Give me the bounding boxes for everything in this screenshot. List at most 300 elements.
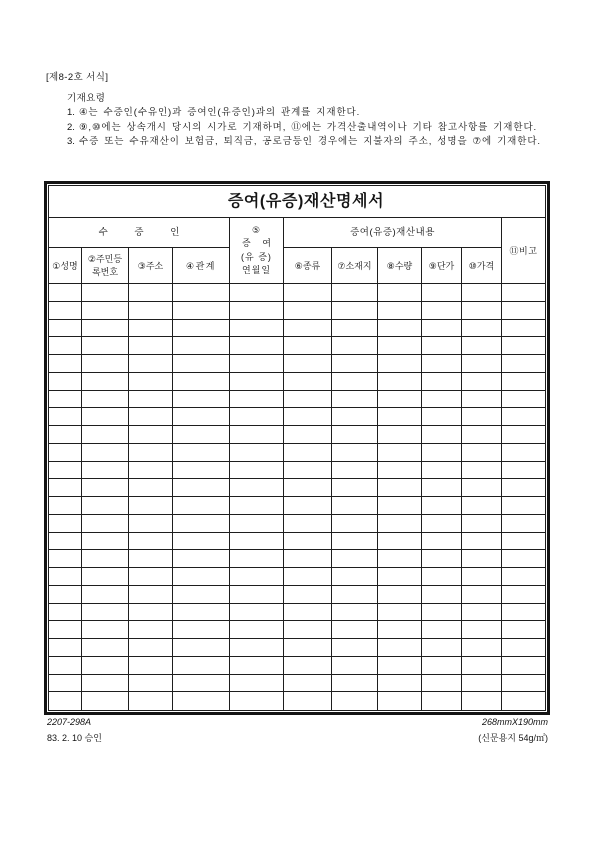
resident-number-cell: [82, 550, 129, 568]
resident-number-cell: [82, 337, 129, 355]
quantity-cell: [378, 515, 422, 533]
name-cell: [49, 391, 82, 409]
relation-cell: [173, 621, 230, 639]
remarks-cell: [502, 604, 545, 622]
unit-price-header-label: ⑨단가: [428, 260, 455, 271]
form-code: 2207-298A: [47, 717, 92, 727]
name-cell: [49, 692, 82, 710]
resident-number-header: [82, 248, 129, 284]
name-cell: [49, 604, 82, 622]
resident-number-cell: [82, 675, 129, 693]
relation-cell: [173, 302, 230, 320]
resident-number-header-label: ②주민등록번호: [87, 253, 123, 277]
unit-price-cell: [422, 604, 462, 622]
gift-date-cell: [230, 639, 284, 657]
gift-date-cell: [230, 657, 284, 675]
relation-cell: [173, 391, 230, 409]
quantity-cell: [378, 373, 422, 391]
name-header: [49, 248, 82, 284]
address-cell: [129, 692, 173, 710]
quantity-cell: [378, 426, 422, 444]
name-cell: [49, 337, 82, 355]
gift-date-cell: [230, 675, 284, 693]
price-cell: [462, 479, 502, 497]
address-cell: [129, 515, 173, 533]
name-cell: [49, 550, 82, 568]
quantity-cell: [378, 302, 422, 320]
instruction-number: 2.: [67, 121, 75, 133]
kind-cell: [284, 444, 332, 462]
resident-number-cell: [82, 568, 129, 586]
remarks-cell: [502, 302, 545, 320]
relation-cell: [173, 639, 230, 657]
price-cell: [462, 302, 502, 320]
price-cell: [462, 284, 502, 302]
name-cell: [49, 426, 82, 444]
kind-cell: [284, 657, 332, 675]
address-cell: [129, 497, 173, 515]
resident-number-cell: [82, 355, 129, 373]
gift-date-label-2: (유 증): [241, 251, 272, 262]
address-cell: [129, 462, 173, 480]
location-cell: [332, 462, 378, 480]
resident-number-cell: [82, 604, 129, 622]
location-cell: [332, 621, 378, 639]
remarks-cell: [502, 373, 545, 391]
remarks-cell: [502, 586, 545, 604]
unit-price-cell: [422, 444, 462, 462]
table-title-text: 증여(유증)재산명세서: [227, 192, 385, 210]
name-cell: [49, 657, 82, 675]
quantity-cell: [378, 337, 422, 355]
address-cell: [129, 586, 173, 604]
kind-cell: [284, 284, 332, 302]
quantity-cell: [378, 550, 422, 568]
relation-cell: [173, 426, 230, 444]
kind-cell: [284, 462, 332, 480]
name-cell: [49, 497, 82, 515]
price-cell: [462, 568, 502, 586]
relation-cell: [173, 479, 230, 497]
resident-number-cell: [82, 479, 129, 497]
quantity-cell: [378, 568, 422, 586]
address-cell: [129, 320, 173, 338]
gift-date-cell: [230, 533, 284, 551]
name-cell: [49, 586, 82, 604]
quantity-header-label: ⑧수량: [386, 260, 413, 271]
resident-number-cell: [82, 391, 129, 409]
instruction-item: [67, 121, 542, 135]
unit-price-cell: [422, 373, 462, 391]
gift-date-cell: [230, 391, 284, 409]
instruction-text: ⑨,⑩에는 상속개시 당시의 시가로 기재하며, ⑪에는 가격산출내역이나 기타 참고사항를 기재한다.: [79, 121, 538, 133]
location-cell: [332, 408, 378, 426]
relation-cell: [173, 533, 230, 551]
kind-cell: [284, 426, 332, 444]
unit-price-cell: [422, 586, 462, 604]
remarks-cell: [502, 320, 545, 338]
kind-cell: [284, 391, 332, 409]
kind-cell: [284, 568, 332, 586]
relation-cell: [173, 497, 230, 515]
kind-cell: [284, 408, 332, 426]
location-cell: [332, 373, 378, 391]
quantity-cell: [378, 391, 422, 409]
gift-date-cell: [230, 497, 284, 515]
name-cell: [49, 320, 82, 338]
name-cell: [49, 479, 82, 497]
price-cell: [462, 639, 502, 657]
quantity-cell: [378, 604, 422, 622]
gift-date-cell: [230, 284, 284, 302]
quantity-cell: [378, 444, 422, 462]
quantity-cell: [378, 355, 422, 373]
unit-price-cell: [422, 621, 462, 639]
address-cell: [129, 604, 173, 622]
relation-cell: [173, 284, 230, 302]
kind-cell: [284, 355, 332, 373]
instruction-text: ④는 수증인(수유인)과 증여인(유증인)과의 관계를 지재한다.: [79, 107, 361, 119]
location-cell: [332, 550, 378, 568]
instruction-item: [67, 135, 542, 149]
price-cell: [462, 462, 502, 480]
price-cell: [462, 497, 502, 515]
address-cell: [129, 408, 173, 426]
name-cell: [49, 533, 82, 551]
form-number-label: [제8-2호 서식]: [46, 72, 109, 83]
unit-price-cell: [422, 533, 462, 551]
kind-header: [284, 248, 332, 284]
unit-price-cell: [422, 391, 462, 409]
quantity-cell: [378, 586, 422, 604]
location-cell: [332, 586, 378, 604]
quantity-cell: [378, 479, 422, 497]
remarks-label: ⑪비고: [509, 245, 538, 256]
kind-cell: [284, 373, 332, 391]
resident-number-cell: [82, 515, 129, 533]
price-header-label: ⑩가격: [468, 260, 495, 271]
remarks-cell: [502, 355, 545, 373]
quantity-cell: [378, 621, 422, 639]
unit-price-cell: [422, 497, 462, 515]
resident-number-cell: [82, 497, 129, 515]
name-cell: [49, 355, 82, 373]
paper-spec: (신문용지 54g/㎡): [478, 733, 548, 743]
location-cell: [332, 444, 378, 462]
gift-date-cell: [230, 621, 284, 639]
property-group-header: [284, 218, 502, 248]
relation-cell: [173, 550, 230, 568]
price-cell: [462, 692, 502, 710]
gift-date-cell: [230, 515, 284, 533]
unit-price-cell: [422, 337, 462, 355]
unit-price-header: [422, 248, 462, 284]
quantity-header: [378, 248, 422, 284]
remarks-cell: [502, 497, 545, 515]
gift-date-cell: [230, 444, 284, 462]
price-cell: [462, 533, 502, 551]
address-cell: [129, 373, 173, 391]
resident-number-cell: [82, 533, 129, 551]
resident-number-cell: [82, 639, 129, 657]
kind-cell: [284, 515, 332, 533]
name-cell: [49, 373, 82, 391]
unit-price-cell: [422, 479, 462, 497]
gift-date-cell: [230, 408, 284, 426]
statement-table: [48, 185, 546, 711]
address-cell: [129, 675, 173, 693]
gift-date-cell: [230, 604, 284, 622]
quantity-cell: [378, 639, 422, 657]
location-header-label: ⑦소재지: [337, 260, 372, 271]
price-cell: [462, 657, 502, 675]
resident-number-cell: [82, 621, 129, 639]
address-cell: [129, 568, 173, 586]
relation-cell: [173, 444, 230, 462]
location-cell: [332, 391, 378, 409]
relation-cell: [173, 355, 230, 373]
gift-date-cell: [230, 373, 284, 391]
location-header: [332, 248, 378, 284]
relation-cell: [173, 675, 230, 693]
remarks-cell: [502, 426, 545, 444]
name-cell: [49, 515, 82, 533]
resident-number-cell: [82, 692, 129, 710]
unit-price-cell: [422, 408, 462, 426]
price-cell: [462, 337, 502, 355]
instructions-heading: 기재요령: [67, 93, 106, 104]
price-cell: [462, 550, 502, 568]
address-cell: [129, 533, 173, 551]
name-header-label: ①성명: [52, 260, 78, 271]
unit-price-cell: [422, 462, 462, 480]
remarks-cell: [502, 675, 545, 693]
name-cell: [49, 284, 82, 302]
kind-header-label: ⑥종류: [294, 260, 321, 271]
address-cell: [129, 391, 173, 409]
gift-date-label-1: 증 여: [242, 238, 276, 248]
quantity-cell: [378, 497, 422, 515]
remarks-cell: [502, 568, 545, 586]
address-cell: [129, 426, 173, 444]
address-header-label: ③주소: [137, 260, 164, 271]
address-cell: [129, 444, 173, 462]
kind-cell: [284, 675, 332, 693]
quantity-cell: [378, 657, 422, 675]
resident-number-cell: [82, 302, 129, 320]
statement-table-frame: [44, 181, 550, 715]
location-cell: [332, 604, 378, 622]
quantity-cell: [378, 533, 422, 551]
quantity-cell: [378, 462, 422, 480]
kind-cell: [284, 621, 332, 639]
remarks-cell: [502, 621, 545, 639]
gift-date-cell: [230, 692, 284, 710]
remarks-cell: [502, 657, 545, 675]
address-cell: [129, 284, 173, 302]
remarks-cell: [502, 479, 545, 497]
remarks-cell: [502, 639, 545, 657]
gift-date-header: [230, 218, 284, 284]
gift-date-cell: [230, 586, 284, 604]
resident-number-cell: [82, 657, 129, 675]
unit-price-cell: [422, 320, 462, 338]
footer-bottom-line: [47, 732, 548, 744]
name-cell: [49, 444, 82, 462]
unit-price-cell: [422, 355, 462, 373]
relation-cell: [173, 657, 230, 675]
relation-cell: [173, 462, 230, 480]
resident-number-cell: [82, 426, 129, 444]
gift-date-cell: [230, 479, 284, 497]
kind-cell: [284, 497, 332, 515]
quantity-cell: [378, 408, 422, 426]
kind-cell: [284, 586, 332, 604]
gift-date-cell: [230, 302, 284, 320]
remarks-cell: [502, 515, 545, 533]
address-cell: [129, 479, 173, 497]
gift-date-cell: [230, 426, 284, 444]
remarks-cell: [502, 550, 545, 568]
name-cell: [49, 675, 82, 693]
resident-number-cell: [82, 462, 129, 480]
resident-number-cell: [82, 284, 129, 302]
unit-price-cell: [422, 568, 462, 586]
location-cell: [332, 337, 378, 355]
kind-cell: [284, 479, 332, 497]
name-cell: [49, 302, 82, 320]
instruction-number: 3.: [67, 136, 75, 148]
price-cell: [462, 408, 502, 426]
name-cell: [49, 621, 82, 639]
location-cell: [332, 355, 378, 373]
price-cell: [462, 320, 502, 338]
address-cell: [129, 550, 173, 568]
location-cell: [332, 320, 378, 338]
name-cell: [49, 568, 82, 586]
remarks-header: [502, 218, 545, 284]
relation-cell: [173, 337, 230, 355]
address-cell: [129, 621, 173, 639]
kind-cell: [284, 604, 332, 622]
location-cell: [332, 479, 378, 497]
quantity-cell: [378, 692, 422, 710]
remarks-cell: [502, 284, 545, 302]
location-cell: [332, 497, 378, 515]
resident-number-cell: [82, 373, 129, 391]
gift-date-cell: [230, 550, 284, 568]
property-group-label: 증여(유증)재산내용: [350, 226, 435, 238]
price-cell: [462, 675, 502, 693]
relation-cell: [173, 515, 230, 533]
resident-number-cell: [82, 444, 129, 462]
price-cell: [462, 515, 502, 533]
recipient-group-label: 수 증 인: [98, 226, 192, 238]
quantity-cell: [378, 320, 422, 338]
unit-price-cell: [422, 426, 462, 444]
unit-price-cell: [422, 515, 462, 533]
name-cell: [49, 462, 82, 480]
address-cell: [129, 337, 173, 355]
gift-date-label-3: 연월일: [241, 265, 272, 275]
gift-date-cell: [230, 462, 284, 480]
address-cell: [129, 639, 173, 657]
instruction-item: [67, 106, 542, 120]
kind-cell: [284, 337, 332, 355]
location-cell: [332, 302, 378, 320]
remarks-cell: [502, 337, 545, 355]
unit-price-cell: [422, 302, 462, 320]
unit-price-cell: [422, 675, 462, 693]
relation-header-label: ④관계: [186, 260, 216, 271]
unit-price-cell: [422, 639, 462, 657]
location-cell: [332, 692, 378, 710]
resident-number-cell: [82, 408, 129, 426]
name-cell: [49, 408, 82, 426]
location-cell: [332, 639, 378, 657]
relation-cell: [173, 568, 230, 586]
instructions: [67, 92, 542, 150]
remarks-cell: [502, 408, 545, 426]
resident-number-cell: [82, 586, 129, 604]
kind-cell: [284, 639, 332, 657]
instruction-number: 1.: [67, 107, 75, 119]
price-cell: [462, 604, 502, 622]
location-cell: [332, 284, 378, 302]
remarks-cell: [502, 692, 545, 710]
price-cell: [462, 373, 502, 391]
name-cell: [49, 639, 82, 657]
remarks-cell: [502, 533, 545, 551]
price-cell: [462, 426, 502, 444]
price-header: [462, 248, 502, 284]
kind-cell: [284, 550, 332, 568]
unit-price-cell: [422, 550, 462, 568]
quantity-cell: [378, 675, 422, 693]
resident-number-cell: [82, 320, 129, 338]
address-header: [129, 248, 173, 284]
price-cell: [462, 444, 502, 462]
location-cell: [332, 675, 378, 693]
remarks-cell: [502, 444, 545, 462]
remarks-cell: [502, 391, 545, 409]
unit-price-cell: [422, 657, 462, 675]
price-cell: [462, 391, 502, 409]
gift-date-cell: [230, 355, 284, 373]
address-cell: [129, 302, 173, 320]
location-cell: [332, 426, 378, 444]
price-cell: [462, 586, 502, 604]
paper-size: 268mmX190mm: [481, 717, 548, 727]
gift-date-cell: [230, 320, 284, 338]
relation-cell: [173, 373, 230, 391]
kind-cell: [284, 302, 332, 320]
address-cell: [129, 355, 173, 373]
price-cell: [462, 621, 502, 639]
relation-cell: [173, 320, 230, 338]
relation-cell: [173, 586, 230, 604]
recipient-group-header: [49, 218, 230, 248]
address-cell: [129, 657, 173, 675]
kind-cell: [284, 692, 332, 710]
kind-cell: [284, 533, 332, 551]
location-cell: [332, 515, 378, 533]
approval-date: 83. 2. 10 승인: [47, 733, 102, 743]
relation-cell: [173, 692, 230, 710]
quantity-cell: [378, 284, 422, 302]
unit-price-cell: [422, 692, 462, 710]
relation-cell: [173, 408, 230, 426]
